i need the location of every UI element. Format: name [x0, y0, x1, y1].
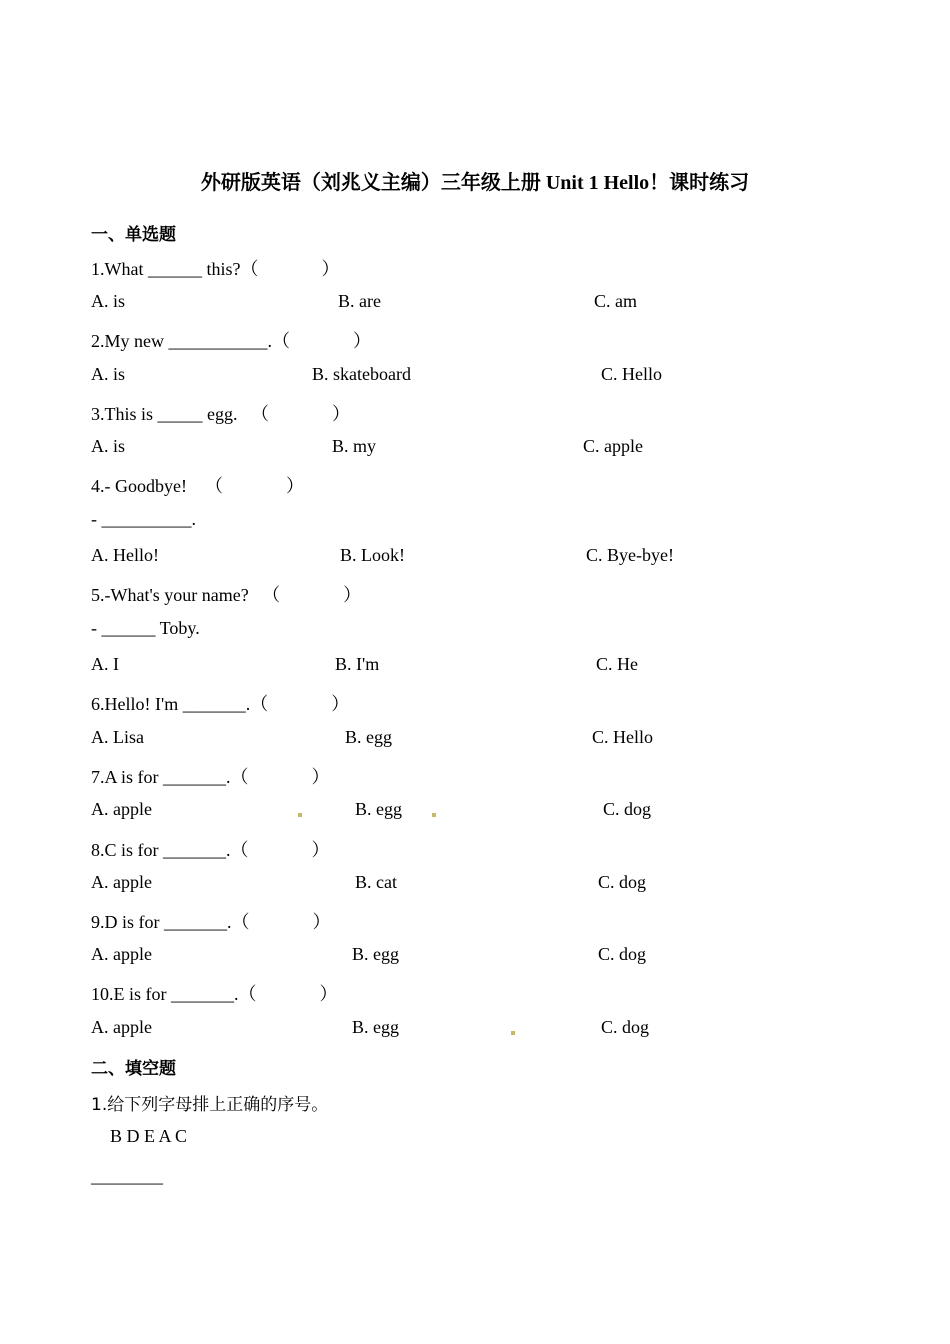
question-9: 9.D is for _______.（ ） — [91, 912, 331, 932]
q6-option-b: B. egg — [345, 727, 392, 747]
q4-option-a: A. Hello! — [91, 545, 159, 565]
q10-option-c: C. dog — [601, 1017, 650, 1037]
question-8: 8.C is for _______.（ ） — [91, 840, 330, 860]
question-7: 7.A is for _______.（ ） — [91, 767, 330, 787]
letters-to-order: B D E A C — [110, 1126, 188, 1146]
q5-option-b: B. I'm — [335, 654, 380, 674]
q9-option-b: B. egg — [352, 944, 399, 964]
question-4-reply: - __________. — [91, 509, 196, 529]
section-heading-fill-blank: 二、填空题 — [91, 1059, 176, 1079]
q1-option-c: C. am — [594, 291, 637, 311]
q10-option-b: B. egg — [352, 1017, 399, 1037]
q2-option-a: A. is — [91, 364, 126, 384]
q10-option-a: A. apple — [91, 1017, 152, 1037]
q2-option-c: C. Hello — [601, 364, 662, 384]
q6-option-a: A. Lisa — [91, 727, 144, 747]
q4-option-b: B. Look! — [340, 545, 405, 565]
answer-blank: ________ — [91, 1166, 163, 1186]
section-heading-single-choice: 一、单选题 — [91, 225, 176, 245]
page-title: 外研版英语（刘兆义主编）三年级上册 Unit 1 Hello！课时练习 — [200, 172, 750, 194]
q7-option-b: B. egg — [355, 799, 402, 819]
q6-option-c: C. Hello — [592, 727, 653, 747]
q9-option-c: C. dog — [598, 944, 647, 964]
q3-option-a: A. is — [91, 436, 126, 456]
q2-option-b: B. skateboard — [312, 364, 411, 384]
decorative-dot — [432, 813, 436, 817]
question-1: 1.What ______ this?（ ） — [91, 259, 340, 279]
decorative-dot — [298, 813, 302, 817]
q9-option-a: A. apple — [91, 944, 152, 964]
decorative-dot — [511, 1031, 515, 1035]
q5-option-c: C. He — [596, 654, 638, 674]
question-4: 4.- Goodbye! （ ） — [91, 476, 304, 496]
q8-option-b: B. cat — [355, 872, 397, 892]
question-6: 6.Hello! I'm _______.（ ） — [91, 694, 350, 714]
question-2: 2.My new ___________.（ ） — [91, 331, 371, 351]
q3-option-c: C. apple — [583, 436, 643, 456]
question-10: 10.E is for _______.（ ） — [91, 984, 338, 1004]
q8-option-a: A. apple — [91, 872, 152, 892]
q1-option-b: B. are — [338, 291, 381, 311]
question-3: 3.This is _____ egg. （ ） — [91, 404, 350, 424]
q5-option-a: A. I — [91, 654, 119, 674]
q4-option-c: C. Bye-bye! — [586, 545, 674, 565]
question-5: 5.-What's your name? （ ） — [91, 585, 362, 605]
q1-option-a: A. is — [91, 291, 126, 311]
q7-option-a: A. apple — [91, 799, 152, 819]
fill-question-1: 1.给下列字母排上正确的序号。 — [91, 1095, 329, 1115]
question-5-reply: - ______ Toby. — [91, 618, 200, 638]
q7-option-c: C. dog — [603, 799, 652, 819]
q8-option-c: C. dog — [598, 872, 647, 892]
q3-option-b: B. my — [332, 436, 377, 456]
